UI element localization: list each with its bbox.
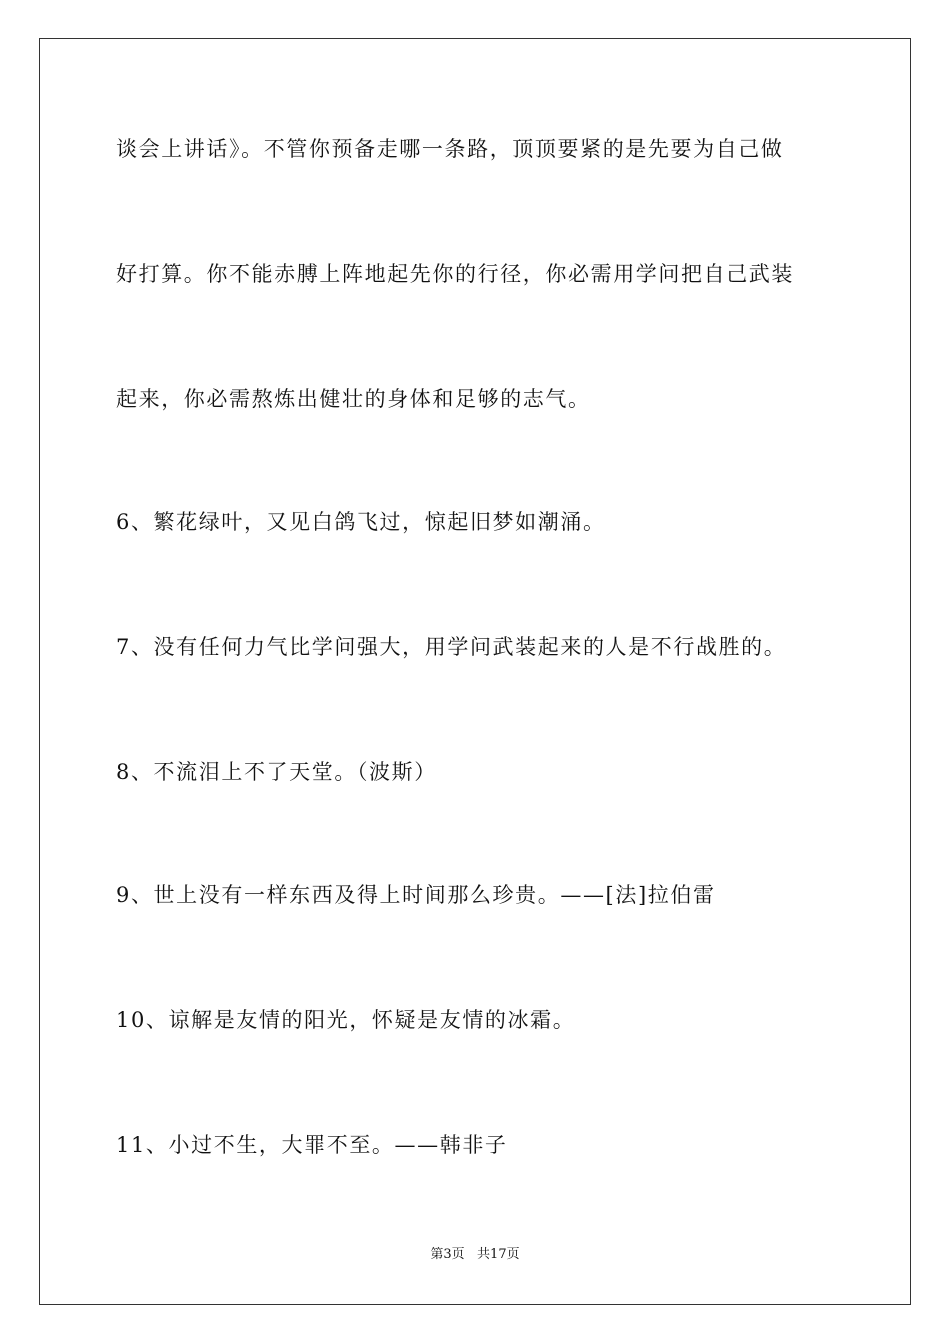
- quote-item-6: 6、繁花绿叶，又见白鸽飞过，惊起旧梦如潮涌。: [116, 510, 606, 534]
- quote-item-9: 9、世上没有一样东西及得上时间那么珍贵。——[法]拉伯雷: [116, 883, 716, 907]
- quote-item-7: 7、没有任何力气比学问强大，用学问武装起来的人是不行战胜的。: [116, 635, 787, 659]
- quote-item-10: 10、谅解是友情的阳光，怀疑是友情的冰霜。: [116, 1008, 576, 1032]
- text-line-3: 起来，你必需熬炼出健壮的身体和足够的志气。: [116, 387, 591, 411]
- quote-item-11: 11、小过不生，大罪不至。——韩非子: [116, 1133, 508, 1157]
- text-line-2: 好打算。你不能赤膊上阵地起先你的行径，你必需用学问把自己武装: [116, 262, 794, 286]
- page-number-footer: 第3页 共17页: [430, 1247, 520, 1262]
- text-line-1: 谈会上讲话》。不管你预备走哪一条路，顶顶要紧的是先要为自己做: [116, 137, 784, 161]
- page-border: [39, 38, 911, 1305]
- quote-item-8: 8、不流泪上不了天堂。（波斯）: [116, 760, 437, 784]
